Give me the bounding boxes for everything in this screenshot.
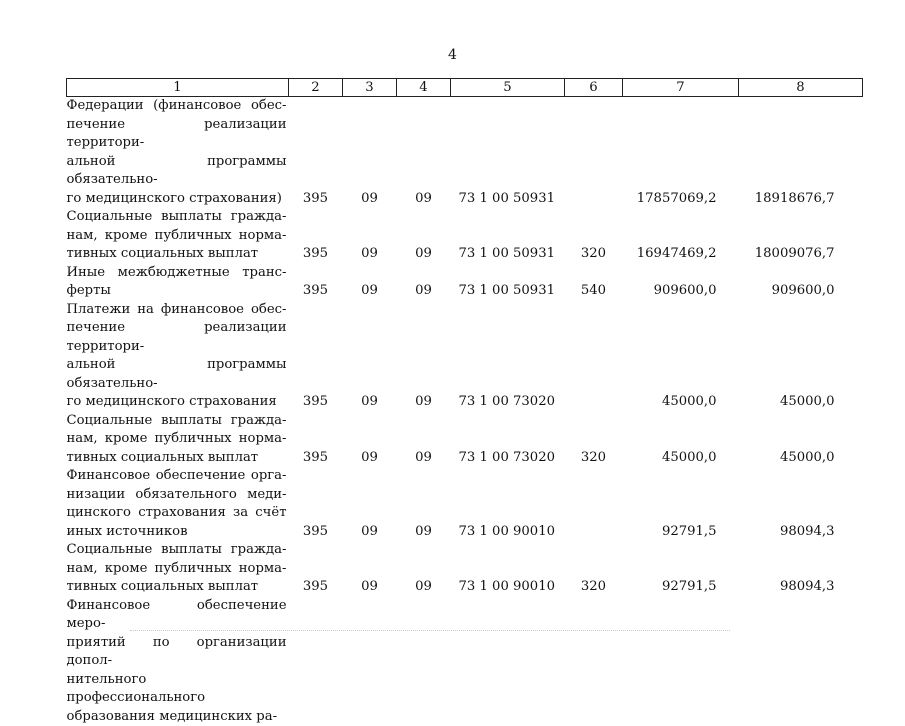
section-code: 09 — [343, 264, 397, 301]
subsection-code: 09 — [397, 208, 451, 264]
description-line: нам, кроме публичных норма- — [67, 560, 287, 579]
description-line: альной программы обязательно- — [67, 153, 287, 190]
description-line: Социальные выплаты гражда- — [67, 208, 287, 227]
amount-year-1: 92791,5 — [623, 541, 739, 597]
description-line: нам, кроме публичных норма- — [67, 430, 287, 449]
subsection-code: 09 — [397, 97, 451, 209]
section-code — [343, 597, 397, 726]
column-header-6: 6 — [565, 79, 623, 97]
subsection-code: 09 — [397, 301, 451, 412]
target-article-code: 73 1 00 90010 — [451, 541, 565, 597]
section-code: 09 — [343, 301, 397, 412]
description-line: Иные межбюджетные транс- — [67, 264, 287, 283]
description-line: печение реализации территори- — [67, 116, 287, 153]
description-line: Федерации (финансовое обес- — [67, 97, 287, 116]
row-description — [67, 412, 289, 468]
ministry-code — [289, 597, 343, 726]
description-line: образования медицинских ра- — [67, 708, 287, 726]
page-bottom-trace — [130, 630, 730, 632]
table-row — [67, 412, 863, 468]
amount-year-2 — [739, 597, 863, 726]
description-line: нительного профессионального — [67, 671, 287, 708]
section-code: 09 — [343, 467, 397, 541]
amount-year-2: 98094,3 — [739, 467, 863, 541]
description-line: Социальные выплаты гражда- — [67, 412, 287, 431]
ministry-code: 395 — [289, 412, 343, 468]
expense-type-code — [565, 467, 623, 541]
table-row — [67, 208, 863, 264]
amount-year-2: 18009076,7 — [739, 208, 863, 264]
description-line: нам, кроме публичных норма- — [67, 227, 287, 246]
subsection-code — [397, 597, 451, 726]
ministry-code: 395 — [289, 97, 343, 209]
description-line: низации обязательного меди- — [67, 486, 287, 505]
amount-year-1: 17857069,2 — [623, 97, 739, 209]
ministry-code: 395 — [289, 301, 343, 412]
section-code: 09 — [343, 541, 397, 597]
expense-type-code: 320 — [565, 412, 623, 468]
amount-year-1: 16947469,2 — [623, 208, 739, 264]
row-description — [67, 597, 289, 726]
table-row — [67, 97, 863, 209]
amount-year-1: 45000,0 — [623, 301, 739, 412]
subsection-code: 09 — [397, 264, 451, 301]
expense-type-code — [565, 301, 623, 412]
column-header-8: 8 — [739, 79, 863, 97]
amount-year-1 — [623, 597, 739, 726]
target-article-code: 73 1 00 73020 — [451, 301, 565, 412]
amount-year-2: 45000,0 — [739, 412, 863, 468]
description-line: Социальные выплаты гражда- — [67, 541, 287, 560]
amount-year-1: 92791,5 — [623, 467, 739, 541]
description-line: цинского страхования за счёт — [67, 504, 287, 523]
table-row — [67, 467, 863, 541]
description-line: ферты — [67, 282, 287, 301]
description-line: тивных социальных выплат — [67, 578, 287, 597]
target-article-code: 73 1 00 90010 — [451, 467, 565, 541]
budget-table — [66, 78, 863, 726]
row-description — [67, 264, 289, 301]
description-line: печение реализации территори- — [67, 319, 287, 356]
ministry-code: 395 — [289, 264, 343, 301]
column-header-3: 3 — [343, 79, 397, 97]
amount-year-1: 45000,0 — [623, 412, 739, 468]
subsection-code: 09 — [397, 541, 451, 597]
row-description — [67, 467, 289, 541]
table-header-row — [67, 79, 863, 97]
ministry-code: 395 — [289, 208, 343, 264]
column-header-1: 1 — [67, 79, 289, 97]
column-header-7: 7 — [623, 79, 739, 97]
target-article-code: 73 1 00 50931 — [451, 208, 565, 264]
expense-type-code: 540 — [565, 264, 623, 301]
row-description — [67, 97, 289, 209]
table-row — [67, 301, 863, 412]
target-article-code: 73 1 00 50931 — [451, 97, 565, 209]
target-article-code: 73 1 00 50931 — [451, 264, 565, 301]
target-article-code — [451, 597, 565, 726]
column-header-2: 2 — [289, 79, 343, 97]
table-row — [67, 541, 863, 597]
description-line: тивных социальных выплат — [67, 245, 287, 264]
description-line: Платежи на финансовое обес- — [67, 301, 287, 320]
description-line: го медицинского страхования — [67, 393, 287, 412]
description-line: Финансовое обеспечение меро- — [67, 597, 287, 634]
section-code: 09 — [343, 208, 397, 264]
subsection-code: 09 — [397, 467, 451, 541]
description-line: го медицинского страхования) — [67, 190, 287, 209]
row-description — [67, 541, 289, 597]
column-header-4: 4 — [397, 79, 451, 97]
description-line: иных источников — [67, 523, 287, 542]
description-line: приятий по организации допол- — [67, 634, 287, 671]
amount-year-2: 45000,0 — [739, 301, 863, 412]
table-row — [67, 264, 863, 301]
expense-type-code: 320 — [565, 208, 623, 264]
section-code: 09 — [343, 97, 397, 209]
description-line: альной программы обязательно- — [67, 356, 287, 393]
row-description — [67, 301, 289, 412]
page-number: 4 — [0, 47, 905, 63]
section-code: 09 — [343, 412, 397, 468]
expense-type-code — [565, 97, 623, 209]
table-row — [67, 597, 863, 726]
amount-year-2: 18918676,7 — [739, 97, 863, 209]
target-article-code: 73 1 00 73020 — [451, 412, 565, 468]
amount-year-2: 98094,3 — [739, 541, 863, 597]
amount-year-2: 909600,0 — [739, 264, 863, 301]
row-description — [67, 208, 289, 264]
column-header-5: 5 — [451, 79, 565, 97]
expense-type-code: 320 — [565, 541, 623, 597]
amount-year-1: 909600,0 — [623, 264, 739, 301]
subsection-code: 09 — [397, 412, 451, 468]
expense-type-code — [565, 597, 623, 726]
ministry-code: 395 — [289, 541, 343, 597]
description-line: тивных социальных выплат — [67, 449, 287, 468]
description-line: Финансовое обеспечение орга- — [67, 467, 287, 486]
ministry-code: 395 — [289, 467, 343, 541]
